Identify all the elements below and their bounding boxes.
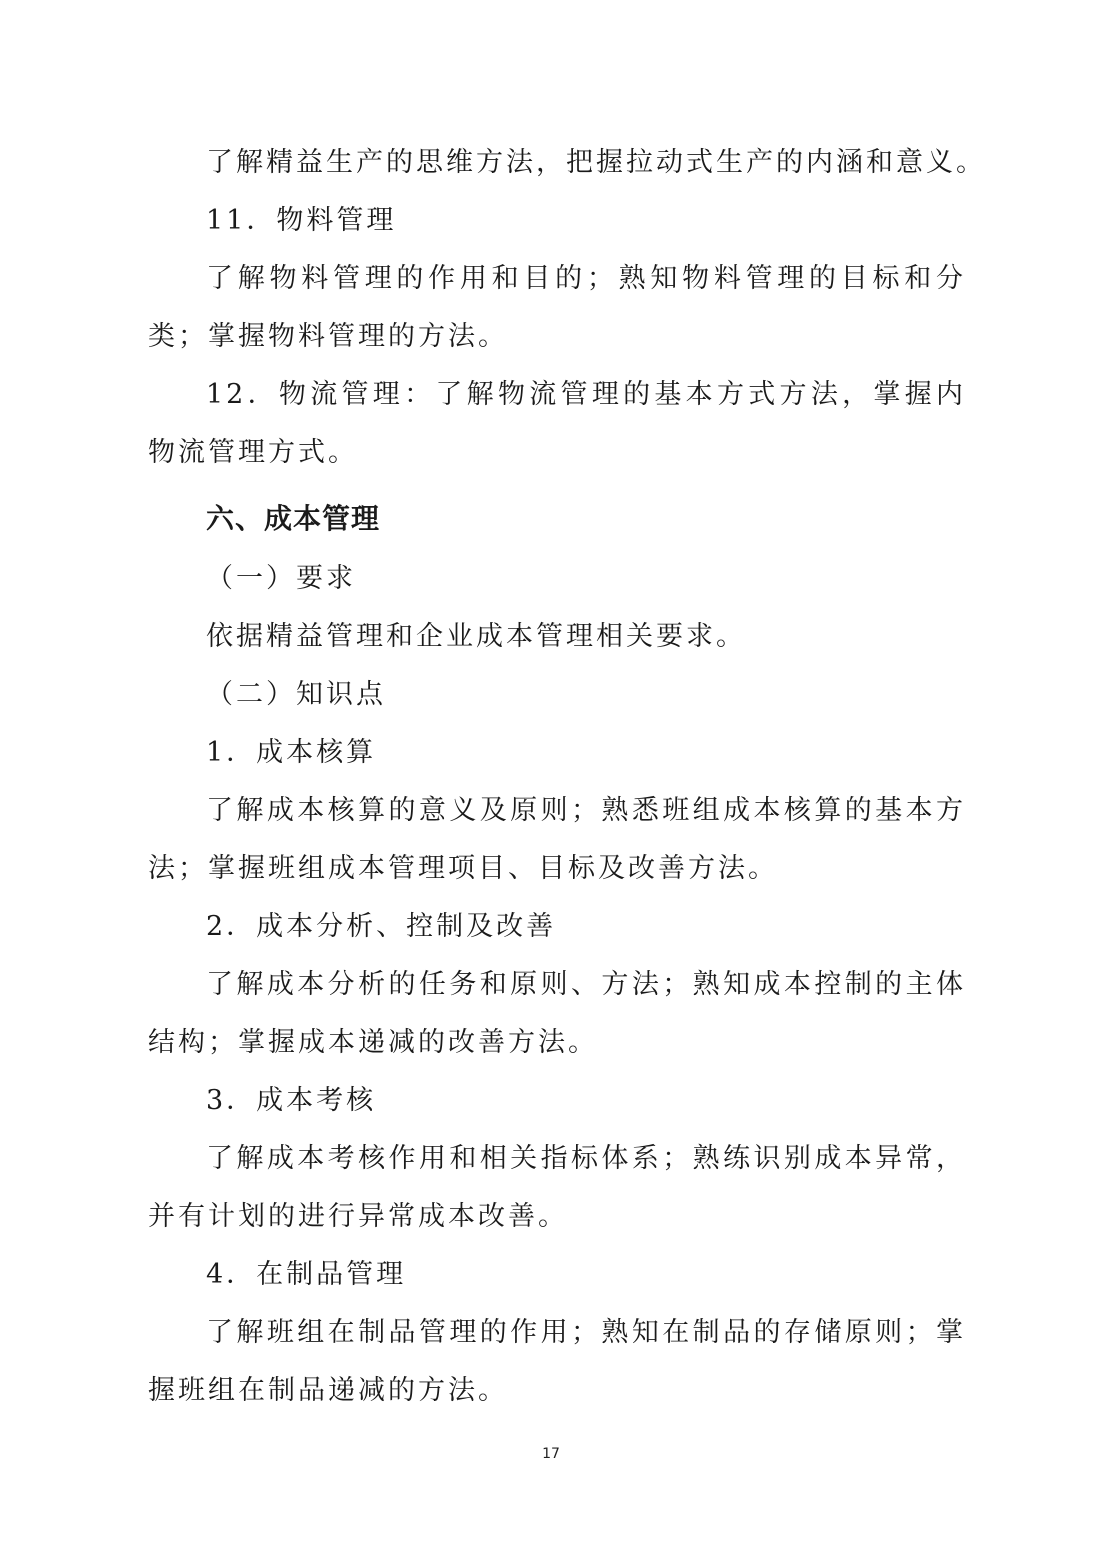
paragraph-cost-assessment: 了解成本考核作用和相关指标体系；熟练识别成本异常，并有计划的进行异常成本改善。 bbox=[148, 1143, 966, 1232]
item-12-logistics: 12．物流管理：了解物流管理的基本方式方法，掌握内物流管理方式。 bbox=[148, 379, 966, 468]
section-heading-cost-management: 六、成本管理 bbox=[206, 502, 381, 535]
subheading-requirements: （一）要求 bbox=[206, 563, 356, 594]
paragraph-cost-accounting: 了解成本核算的意义及原则；熟悉班组成本核算的基本方法；掌握班组成本管理项目、目标及改善方法。 bbox=[148, 795, 966, 884]
item-11-title: 11．物料管理 bbox=[206, 205, 397, 236]
page-content bbox=[148, 134, 986, 1420]
paragraph-cost-analysis: 了解成本分析的任务和原则、方法；熟知成本控制的主体结构；掌握成本递减的改善方法。 bbox=[148, 969, 966, 1058]
page-number: 17 bbox=[542, 1446, 560, 1462]
item-1-title: 1．成本核算 bbox=[206, 737, 377, 768]
paragraph-lean-production: 了解精益生产的思维方法，把握拉动式生产的内涵和意义。 bbox=[206, 147, 986, 178]
paragraph-requirements: 依据精益管理和企业成本管理相关要求。 bbox=[206, 621, 746, 652]
item-3-title: 3．成本考核 bbox=[206, 1085, 377, 1116]
subheading-knowledge-points: （二）知识点 bbox=[206, 679, 386, 710]
paragraph-material-management: 了解物料管理的作用和目的；熟知物料管理的目标和分类；掌握物料管理的方法。 bbox=[148, 263, 966, 352]
item-4-title: 4．在制品管理 bbox=[206, 1259, 407, 1290]
item-2-title: 2．成本分析、控制及改善 bbox=[206, 911, 557, 942]
paragraph-wip-management: 了解班组在制品管理的作用；熟知在制品的存储原则；掌握班组在制品递减的方法。 bbox=[148, 1317, 966, 1406]
